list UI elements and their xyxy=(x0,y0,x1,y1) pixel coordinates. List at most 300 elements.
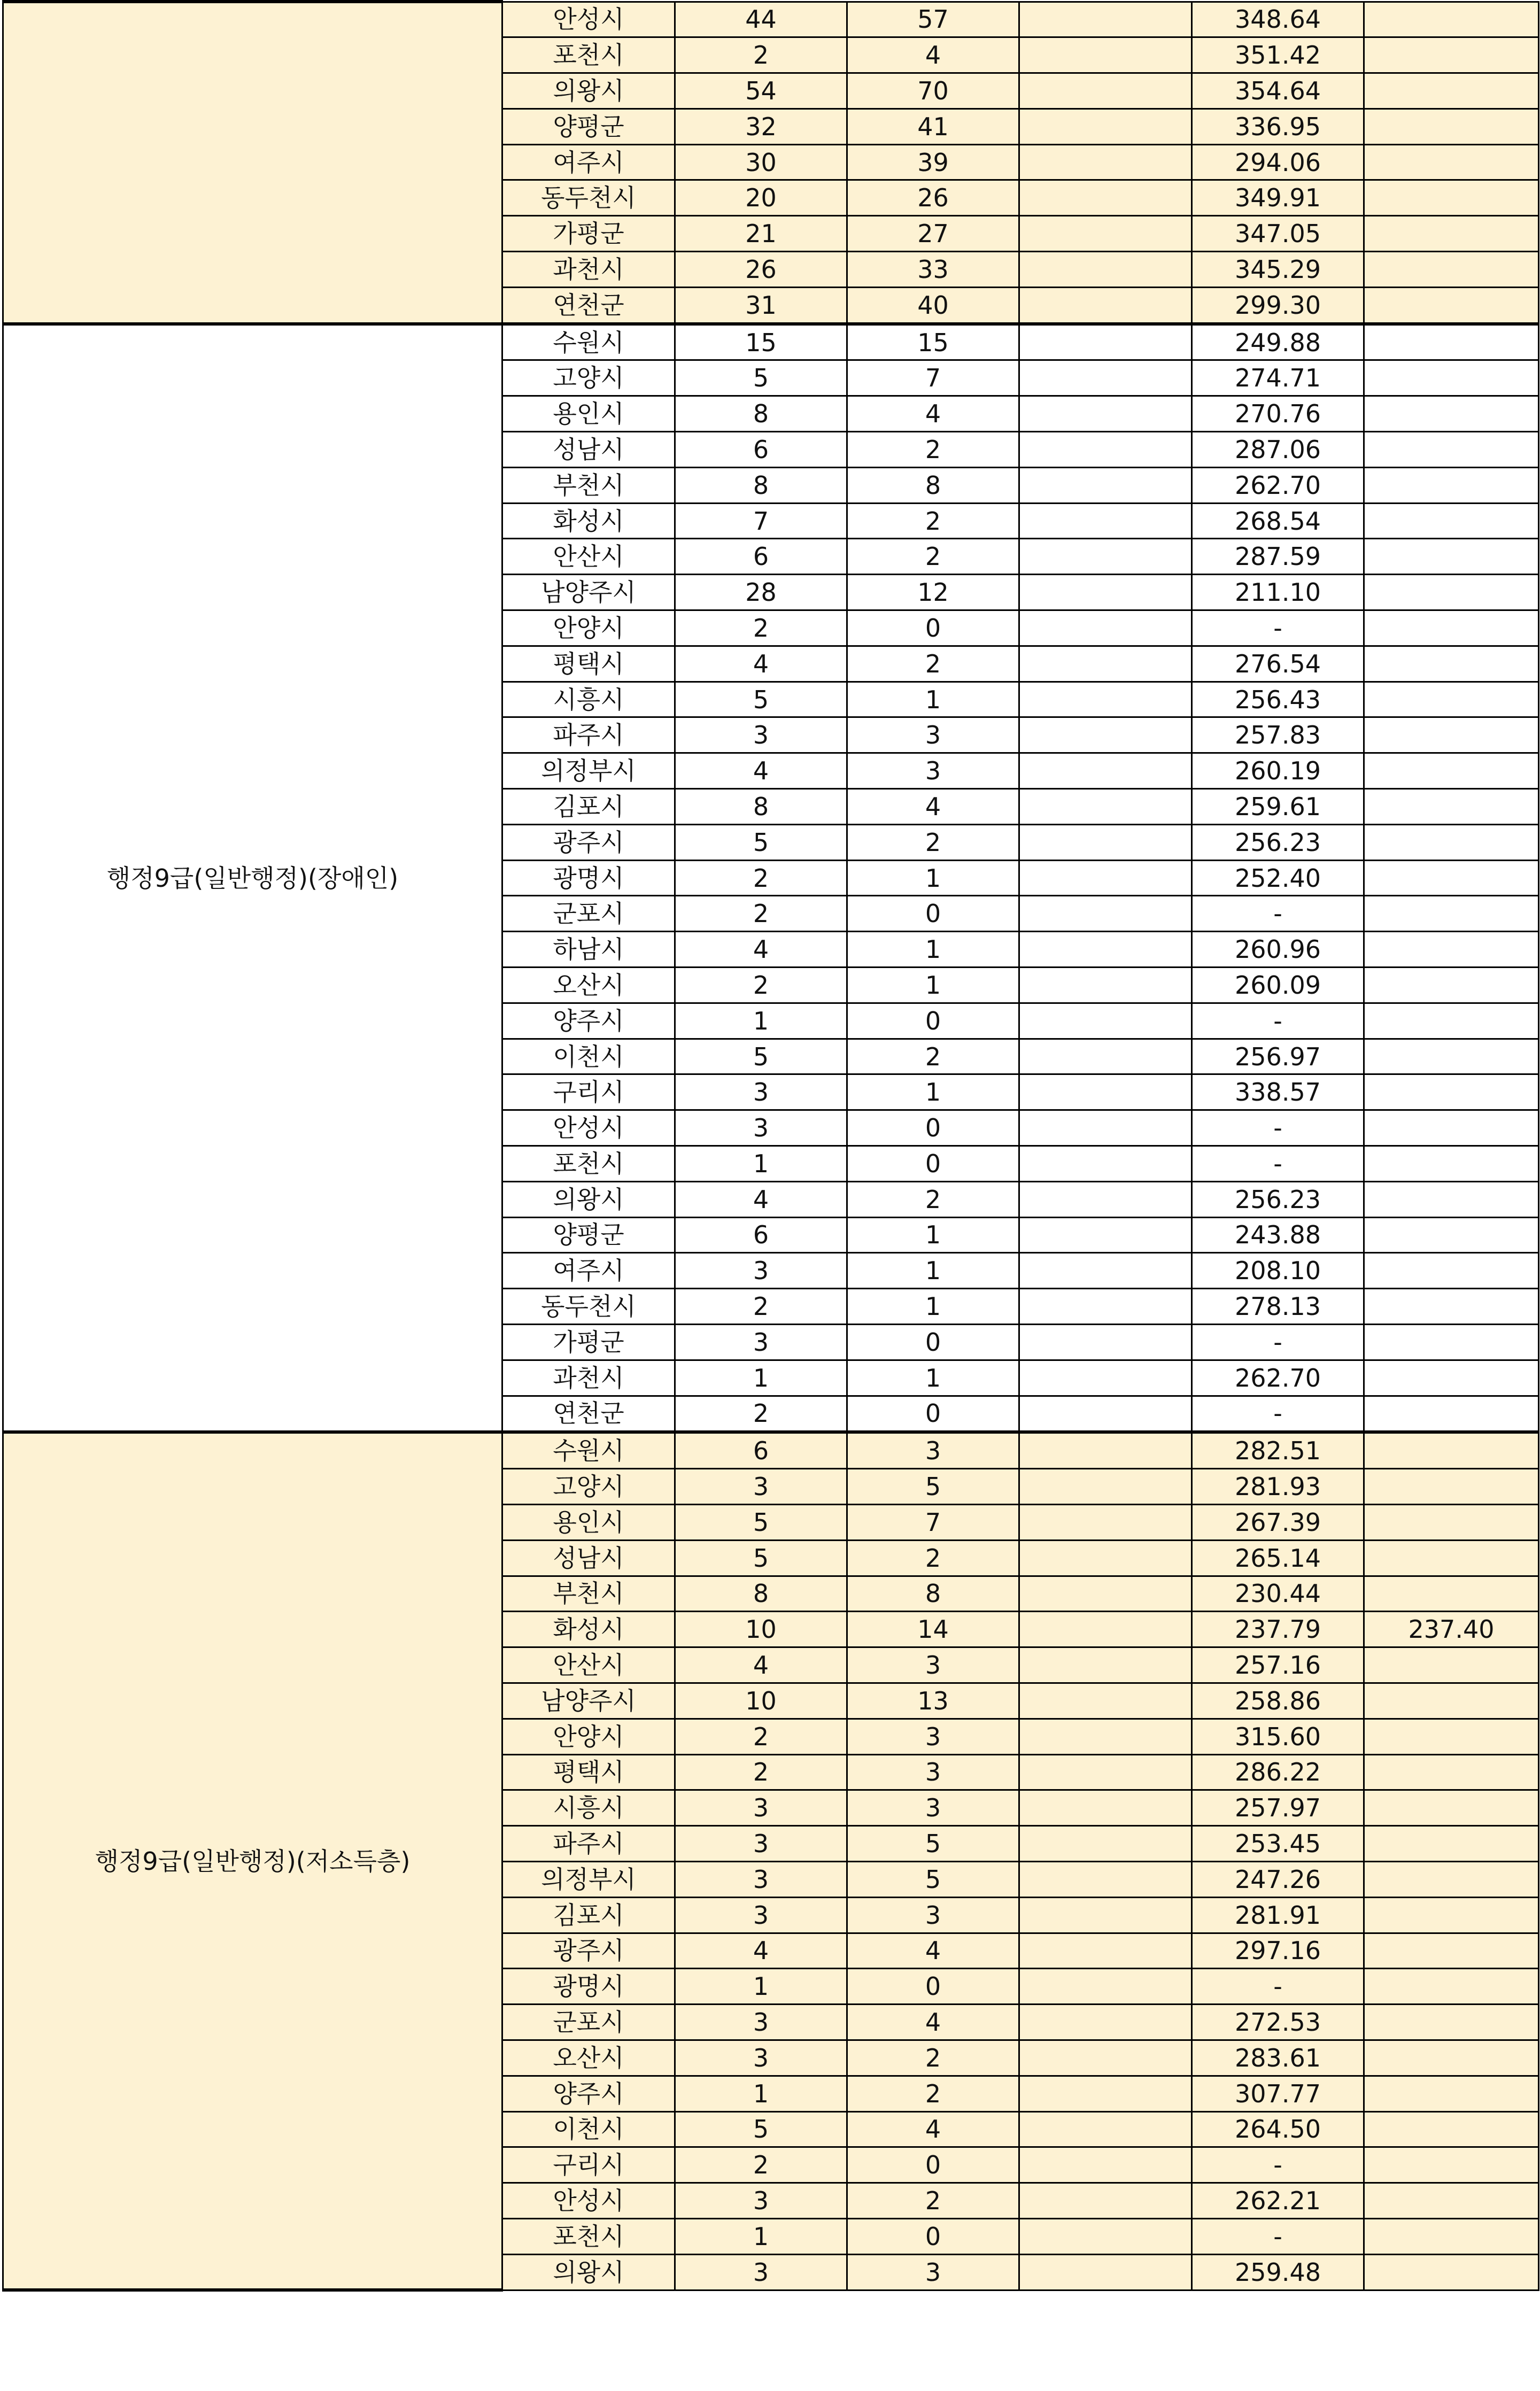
count-a-cell: 5 xyxy=(675,1540,847,1576)
blank-cell xyxy=(1019,2005,1192,2040)
count-a-cell: 1 xyxy=(675,1969,847,2005)
score-cell: 260.09 xyxy=(1192,968,1364,1003)
count-b-cell: 1 xyxy=(847,1289,1019,1325)
blank-cell xyxy=(1019,1576,1192,1612)
count-b-cell: 13 xyxy=(847,1683,1019,1719)
count-a-cell: 5 xyxy=(675,824,847,860)
blank-cell xyxy=(1019,1504,1192,1540)
score-cell: 336.95 xyxy=(1192,109,1364,144)
city-cell: 동두천시 xyxy=(502,180,675,216)
extra-score-cell xyxy=(1364,2183,1539,2219)
count-b-cell: 2 xyxy=(847,2183,1019,2219)
count-a-cell: 28 xyxy=(675,575,847,610)
city-cell: 과천시 xyxy=(502,1360,675,1396)
count-b-cell: 2 xyxy=(847,1540,1019,1576)
extra-score-cell xyxy=(1364,2254,1539,2290)
count-a-cell: 8 xyxy=(675,789,847,825)
blank-cell xyxy=(1019,1969,1192,2005)
blank-cell xyxy=(1019,1217,1192,1253)
score-cell: 347.05 xyxy=(1192,216,1364,252)
city-cell: 부천시 xyxy=(502,467,675,503)
count-a-cell: 5 xyxy=(675,2111,847,2147)
city-cell: 화성시 xyxy=(502,503,675,539)
blank-cell xyxy=(1019,1396,1192,1432)
count-b-cell: 3 xyxy=(847,2254,1019,2290)
score-cell: 243.88 xyxy=(1192,1217,1364,1253)
score-cell: 208.10 xyxy=(1192,1253,1364,1289)
city-cell: 안성시 xyxy=(502,2183,675,2219)
count-a-cell: 2 xyxy=(675,1289,847,1325)
blank-cell xyxy=(1019,1683,1192,1719)
count-b-cell: 1 xyxy=(847,860,1019,896)
count-b-cell: 2 xyxy=(847,2076,1019,2111)
extra-score-cell xyxy=(1364,2040,1539,2076)
city-cell: 이천시 xyxy=(502,1039,675,1074)
count-b-cell: 2 xyxy=(847,432,1019,468)
score-cell: 252.40 xyxy=(1192,860,1364,896)
blank-cell xyxy=(1019,109,1192,144)
count-b-cell: 0 xyxy=(847,2147,1019,2183)
score-cell: 338.57 xyxy=(1192,1074,1364,1110)
extra-score-cell xyxy=(1364,2076,1539,2111)
score-cell: 297.16 xyxy=(1192,1933,1364,1969)
blank-cell xyxy=(1019,1289,1192,1325)
score-cell: - xyxy=(1192,1146,1364,1182)
city-cell: 안산시 xyxy=(502,1647,675,1683)
blank-cell xyxy=(1019,1074,1192,1110)
exam-results-table xyxy=(2,0,1539,2292)
count-a-cell: 4 xyxy=(675,646,847,682)
extra-score-cell xyxy=(1364,1217,1539,1253)
extra-score-cell xyxy=(1364,539,1539,575)
city-cell: 하남시 xyxy=(502,932,675,968)
score-cell: 259.61 xyxy=(1192,789,1364,825)
count-a-cell: 4 xyxy=(675,932,847,968)
extra-score-cell xyxy=(1364,1897,1539,1933)
blank-cell xyxy=(1019,1754,1192,1790)
count-b-cell: 40 xyxy=(847,287,1019,323)
count-a-cell: 5 xyxy=(675,1039,847,1074)
score-cell: 264.50 xyxy=(1192,2111,1364,2147)
count-a-cell: 3 xyxy=(675,1826,847,1862)
count-a-cell: 1 xyxy=(675,2076,847,2111)
extra-score-cell xyxy=(1364,2147,1539,2183)
blank-cell xyxy=(1019,2,1192,37)
table-row xyxy=(3,2,1539,37)
score-cell: 256.23 xyxy=(1192,1181,1364,1217)
count-a-cell: 3 xyxy=(675,2254,847,2290)
count-a-cell: 6 xyxy=(675,539,847,575)
blank-cell xyxy=(1019,1039,1192,1074)
count-b-cell: 4 xyxy=(847,2005,1019,2040)
score-cell: 274.71 xyxy=(1192,360,1364,396)
extra-score-cell xyxy=(1364,1719,1539,1754)
score-cell: 345.29 xyxy=(1192,252,1364,288)
extra-score-cell xyxy=(1364,610,1539,646)
score-cell: 257.97 xyxy=(1192,1790,1364,1826)
city-cell: 여주시 xyxy=(502,1253,675,1289)
extra-score-cell xyxy=(1364,216,1539,252)
count-b-cell: 39 xyxy=(847,144,1019,180)
count-a-cell: 2 xyxy=(675,2147,847,2183)
score-cell: 262.70 xyxy=(1192,1360,1364,1396)
count-a-cell: 6 xyxy=(675,432,847,468)
city-cell: 여주시 xyxy=(502,144,675,180)
city-cell: 의정부시 xyxy=(502,753,675,789)
city-cell: 김포시 xyxy=(502,1897,675,1933)
city-cell: 구리시 xyxy=(502,2147,675,2183)
city-cell: 광명시 xyxy=(502,1969,675,2005)
blank-cell xyxy=(1019,252,1192,288)
count-b-cell: 1 xyxy=(847,682,1019,717)
score-cell: 256.43 xyxy=(1192,682,1364,717)
city-cell: 양평군 xyxy=(502,109,675,144)
score-cell: 265.14 xyxy=(1192,1540,1364,1576)
blank-cell xyxy=(1019,753,1192,789)
extra-score-cell xyxy=(1364,968,1539,1003)
table-row xyxy=(3,324,1539,360)
count-a-cell: 31 xyxy=(675,287,847,323)
score-cell: - xyxy=(1192,610,1364,646)
blank-cell xyxy=(1019,1146,1192,1182)
count-b-cell: 2 xyxy=(847,824,1019,860)
extra-score-cell xyxy=(1364,717,1539,753)
count-a-cell: 10 xyxy=(675,1683,847,1719)
score-cell: 257.83 xyxy=(1192,717,1364,753)
extra-score-cell xyxy=(1364,109,1539,144)
extra-score-cell xyxy=(1364,287,1539,323)
blank-cell xyxy=(1019,432,1192,468)
score-cell: 287.06 xyxy=(1192,432,1364,468)
extra-score-cell xyxy=(1364,324,1539,360)
count-a-cell: 2 xyxy=(675,1396,847,1432)
count-b-cell: 8 xyxy=(847,1576,1019,1612)
count-a-cell: 8 xyxy=(675,467,847,503)
count-a-cell: 21 xyxy=(675,216,847,252)
score-cell: 247.26 xyxy=(1192,1861,1364,1897)
count-a-cell: 44 xyxy=(675,2,847,37)
score-cell: 348.64 xyxy=(1192,2,1364,37)
blank-cell xyxy=(1019,575,1192,610)
blank-cell xyxy=(1019,144,1192,180)
count-b-cell: 3 xyxy=(847,717,1019,753)
blank-cell xyxy=(1019,1933,1192,1969)
extra-score-cell xyxy=(1364,1253,1539,1289)
city-cell: 동두천시 xyxy=(502,1289,675,1325)
count-b-cell: 1 xyxy=(847,932,1019,968)
score-cell: 260.19 xyxy=(1192,753,1364,789)
extra-score-cell xyxy=(1364,896,1539,932)
count-b-cell: 7 xyxy=(847,360,1019,396)
city-cell: 용인시 xyxy=(502,396,675,432)
count-a-cell: 15 xyxy=(675,324,847,360)
city-cell: 화성시 xyxy=(502,1612,675,1647)
count-a-cell: 5 xyxy=(675,1504,847,1540)
blank-cell xyxy=(1019,287,1192,323)
city-cell: 포천시 xyxy=(502,37,675,73)
city-cell: 용인시 xyxy=(502,1504,675,1540)
count-a-cell: 32 xyxy=(675,109,847,144)
count-b-cell: 0 xyxy=(847,2218,1019,2254)
count-a-cell: 1 xyxy=(675,1146,847,1182)
count-a-cell: 7 xyxy=(675,503,847,539)
extra-score-cell xyxy=(1364,1504,1539,1540)
blank-cell xyxy=(1019,1110,1192,1146)
score-cell: - xyxy=(1192,2147,1364,2183)
count-b-cell: 2 xyxy=(847,2040,1019,2076)
blank-cell xyxy=(1019,1469,1192,1505)
score-cell: 256.23 xyxy=(1192,824,1364,860)
score-cell: 299.30 xyxy=(1192,287,1364,323)
score-cell: 237.79 xyxy=(1192,1612,1364,1647)
city-cell: 연천군 xyxy=(502,1396,675,1432)
score-cell: - xyxy=(1192,1324,1364,1360)
city-cell: 안성시 xyxy=(502,2,675,37)
count-b-cell: 2 xyxy=(847,1039,1019,1074)
count-a-cell: 4 xyxy=(675,1933,847,1969)
count-b-cell: 15 xyxy=(847,324,1019,360)
city-cell: 김포시 xyxy=(502,789,675,825)
extra-score-cell xyxy=(1364,37,1539,73)
count-a-cell: 3 xyxy=(675,1469,847,1505)
city-cell: 과천시 xyxy=(502,252,675,288)
extra-score-cell xyxy=(1364,1861,1539,1897)
count-a-cell: 1 xyxy=(675,2218,847,2254)
extra-score-cell xyxy=(1364,753,1539,789)
score-cell: 282.51 xyxy=(1192,1432,1364,1468)
count-b-cell: 0 xyxy=(847,1110,1019,1146)
extra-score-cell xyxy=(1364,1790,1539,1826)
extra-score-cell xyxy=(1364,503,1539,539)
score-cell: 283.61 xyxy=(1192,2040,1364,2076)
city-cell: 군포시 xyxy=(502,896,675,932)
score-cell: 294.06 xyxy=(1192,144,1364,180)
blank-cell xyxy=(1019,717,1192,753)
count-a-cell: 2 xyxy=(675,896,847,932)
extra-score-cell xyxy=(1364,860,1539,896)
count-b-cell: 57 xyxy=(847,2,1019,37)
count-a-cell: 3 xyxy=(675,1790,847,1826)
blank-cell xyxy=(1019,2254,1192,2290)
blank-cell xyxy=(1019,1897,1192,1933)
score-cell: 262.70 xyxy=(1192,467,1364,503)
count-b-cell: 1 xyxy=(847,1217,1019,1253)
extra-score-cell xyxy=(1364,1110,1539,1146)
city-cell: 가평군 xyxy=(502,1324,675,1360)
count-b-cell: 3 xyxy=(847,1719,1019,1754)
city-cell: 군포시 xyxy=(502,2005,675,2040)
city-cell: 수원시 xyxy=(502,1432,675,1468)
city-cell: 포천시 xyxy=(502,1146,675,1182)
count-b-cell: 4 xyxy=(847,2111,1019,2147)
blank-cell xyxy=(1019,1790,1192,1826)
count-b-cell: 2 xyxy=(847,1181,1019,1217)
count-b-cell: 4 xyxy=(847,37,1019,73)
blank-cell xyxy=(1019,503,1192,539)
blank-cell xyxy=(1019,2183,1192,2219)
blank-cell xyxy=(1019,396,1192,432)
score-cell: 349.91 xyxy=(1192,180,1364,216)
count-b-cell: 4 xyxy=(847,1933,1019,1969)
blank-cell xyxy=(1019,1432,1192,1468)
city-cell: 파주시 xyxy=(502,717,675,753)
blank-cell xyxy=(1019,646,1192,682)
blank-cell xyxy=(1019,1181,1192,1217)
count-a-cell: 2 xyxy=(675,610,847,646)
extra-score-cell xyxy=(1364,1683,1539,1719)
count-b-cell: 0 xyxy=(847,1003,1019,1039)
count-a-cell: 2 xyxy=(675,37,847,73)
extra-score-cell xyxy=(1364,1039,1539,1074)
category-cell xyxy=(3,2,502,324)
blank-cell xyxy=(1019,1719,1192,1754)
count-a-cell: 2 xyxy=(675,1719,847,1754)
extra-score-cell xyxy=(1364,789,1539,825)
extra-score-cell xyxy=(1364,2218,1539,2254)
score-cell: 307.77 xyxy=(1192,2076,1364,2111)
extra-score-cell xyxy=(1364,1969,1539,2005)
extra-score-cell xyxy=(1364,824,1539,860)
count-b-cell: 4 xyxy=(847,396,1019,432)
count-b-cell: 0 xyxy=(847,1969,1019,2005)
score-cell: - xyxy=(1192,1003,1364,1039)
count-b-cell: 3 xyxy=(847,1647,1019,1683)
score-cell: 278.13 xyxy=(1192,1289,1364,1325)
score-cell: - xyxy=(1192,1110,1364,1146)
count-b-cell: 5 xyxy=(847,1861,1019,1897)
city-cell: 양주시 xyxy=(502,1003,675,1039)
city-cell: 광명시 xyxy=(502,860,675,896)
city-cell: 의왕시 xyxy=(502,73,675,109)
blank-cell xyxy=(1019,932,1192,968)
category-cell: 행정9급(일반행정)(장애인) xyxy=(3,324,502,1433)
blank-cell xyxy=(1019,824,1192,860)
count-b-cell: 0 xyxy=(847,896,1019,932)
blank-cell xyxy=(1019,2147,1192,2183)
score-cell: 268.54 xyxy=(1192,503,1364,539)
count-a-cell: 3 xyxy=(675,1253,847,1289)
score-cell: 267.39 xyxy=(1192,1504,1364,1540)
count-b-cell: 0 xyxy=(847,1146,1019,1182)
extra-score-cell xyxy=(1364,1146,1539,1182)
count-b-cell: 41 xyxy=(847,109,1019,144)
blank-cell xyxy=(1019,1540,1192,1576)
score-cell: 253.45 xyxy=(1192,1826,1364,1862)
count-b-cell: 33 xyxy=(847,252,1019,288)
count-b-cell: 1 xyxy=(847,968,1019,1003)
count-b-cell: 7 xyxy=(847,1504,1019,1540)
count-a-cell: 2 xyxy=(675,860,847,896)
table-row xyxy=(3,1432,1539,1468)
extra-score-cell xyxy=(1364,467,1539,503)
extra-score-cell xyxy=(1364,1754,1539,1790)
city-cell: 이천시 xyxy=(502,2111,675,2147)
count-a-cell: 6 xyxy=(675,1217,847,1253)
score-cell: - xyxy=(1192,1969,1364,2005)
city-cell: 남양주시 xyxy=(502,575,675,610)
count-b-cell: 0 xyxy=(847,1324,1019,1360)
count-b-cell: 5 xyxy=(847,1469,1019,1505)
count-a-cell: 1 xyxy=(675,1003,847,1039)
blank-cell xyxy=(1019,1324,1192,1360)
extra-score-cell xyxy=(1364,1469,1539,1505)
city-cell: 양평군 xyxy=(502,1217,675,1253)
extra-score-cell xyxy=(1364,180,1539,216)
count-a-cell: 3 xyxy=(675,1324,847,1360)
category-cell: 행정9급(일반행정)(저소득층) xyxy=(3,1432,502,2290)
count-b-cell: 2 xyxy=(847,646,1019,682)
count-a-cell: 3 xyxy=(675,1110,847,1146)
count-a-cell: 6 xyxy=(675,1432,847,1468)
extra-score-cell xyxy=(1364,2111,1539,2147)
count-b-cell: 0 xyxy=(847,610,1019,646)
extra-score-cell xyxy=(1364,1181,1539,1217)
city-cell: 안산시 xyxy=(502,539,675,575)
city-cell: 의정부시 xyxy=(502,1861,675,1897)
city-cell: 평택시 xyxy=(502,1754,675,1790)
score-cell: 262.21 xyxy=(1192,2183,1364,2219)
blank-cell xyxy=(1019,360,1192,396)
blank-cell xyxy=(1019,1647,1192,1683)
extra-score-cell xyxy=(1364,1540,1539,1576)
count-b-cell: 5 xyxy=(847,1826,1019,1862)
score-cell: - xyxy=(1192,896,1364,932)
count-a-cell: 3 xyxy=(675,2040,847,2076)
blank-cell xyxy=(1019,73,1192,109)
count-a-cell: 3 xyxy=(675,1074,847,1110)
city-cell: 오산시 xyxy=(502,2040,675,2076)
extra-score-cell xyxy=(1364,1432,1539,1468)
count-b-cell: 14 xyxy=(847,1612,1019,1647)
city-cell: 성남시 xyxy=(502,1540,675,1576)
blank-cell xyxy=(1019,610,1192,646)
city-cell: 연천군 xyxy=(502,287,675,323)
blank-cell xyxy=(1019,2040,1192,2076)
extra-score-cell xyxy=(1364,1289,1539,1325)
blank-cell xyxy=(1019,539,1192,575)
score-cell: 354.64 xyxy=(1192,73,1364,109)
city-cell: 시흥시 xyxy=(502,1790,675,1826)
city-cell: 부천시 xyxy=(502,1576,675,1612)
blank-cell xyxy=(1019,1003,1192,1039)
extra-score-cell xyxy=(1364,2005,1539,2040)
count-a-cell: 3 xyxy=(675,2183,847,2219)
city-cell: 시흥시 xyxy=(502,682,675,717)
count-a-cell: 4 xyxy=(675,1181,847,1217)
extra-score-cell xyxy=(1364,252,1539,288)
city-cell: 포천시 xyxy=(502,2218,675,2254)
count-a-cell: 3 xyxy=(675,2005,847,2040)
city-cell: 남양주시 xyxy=(502,1683,675,1719)
count-a-cell: 4 xyxy=(675,753,847,789)
city-cell: 구리시 xyxy=(502,1074,675,1110)
city-cell: 평택시 xyxy=(502,646,675,682)
count-a-cell: 5 xyxy=(675,360,847,396)
score-cell: 211.10 xyxy=(1192,575,1364,610)
extra-score-cell xyxy=(1364,360,1539,396)
score-cell: 260.96 xyxy=(1192,932,1364,968)
extra-score-cell xyxy=(1364,575,1539,610)
extra-score-cell xyxy=(1364,682,1539,717)
count-b-cell: 27 xyxy=(847,216,1019,252)
extra-score-cell xyxy=(1364,144,1539,180)
blank-cell xyxy=(1019,216,1192,252)
count-b-cell: 3 xyxy=(847,1897,1019,1933)
city-cell: 양주시 xyxy=(502,2076,675,2111)
count-b-cell: 3 xyxy=(847,753,1019,789)
city-cell: 파주시 xyxy=(502,1826,675,1862)
extra-score-cell xyxy=(1364,1074,1539,1110)
